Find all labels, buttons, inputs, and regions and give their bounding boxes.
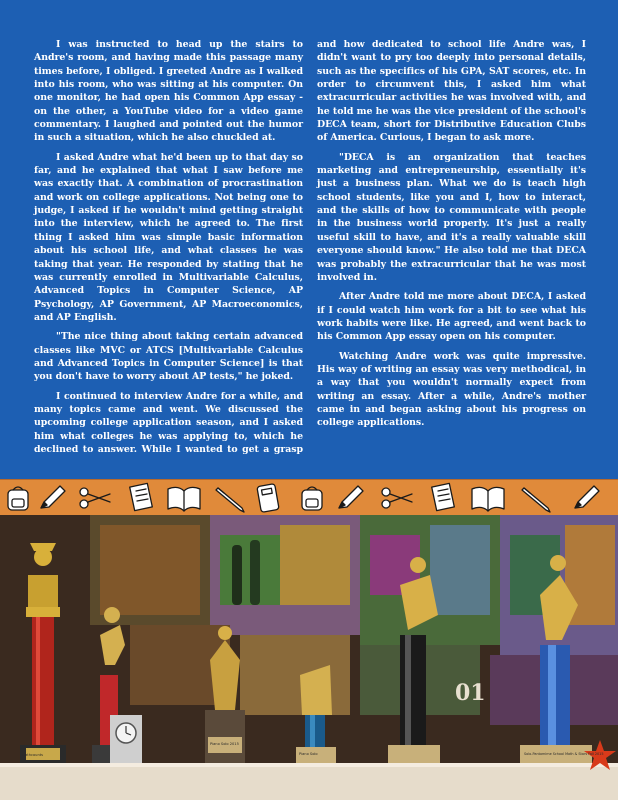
plaque-label: Piano Solo 2015 [210,742,239,746]
pen-icon [522,488,550,512]
clock-icon [110,715,142,763]
plaque-label: Mathcounts [22,753,44,757]
article-text [34,38,586,468]
scissors-icon [382,488,412,508]
plaque-label: Solo-Pantomime School Math & Stars Fall 2015 [524,752,604,756]
backpack-icon [8,487,28,510]
paragraph: Watching Andre work was quite impressive. His way of writing an essay was very methodical, in a way that you wouldn't normally expect from writing an essay. After a while, Andre's mother came in and began asking about his progress on college applications. [317,350,586,429]
paragraph: I was instructed to head up the stairs to Andre's room, and having made this passage many times before, I obliged. I greeted Andre as I walked into his room, who was sitting at his computer. On one monitor, he had open his Common App essay - on the other, a YouTube video for a video game commentary. I laughed and pointed out the humor in such a situation, which he also chuckled at. [34,39,303,144]
calculator-icon [257,484,279,513]
pencil-icon [339,486,363,508]
trophy-shelf-photo [0,515,618,800]
scissors-icon [80,488,110,508]
notebook-icon [432,483,455,510]
paragraph: I continued to interview Andre for a while, and many topics came and went. We discussed the upcoming college application season, and I asked him what colleges he was applying to, which he declined to answer. While I wanted to get a grasp and how dedicated to school life Andre was, I didn't want to pry too deeply into personal details, such as the specifics of his GPA, SAT scores, etc. In order to circumvent this, I asked him what extracurricular activities he was involved with, and he told me he was the vice president of the school's DECA team, short for Distributive Education Clubs of America. Curious, I began to ask more. [34,39,586,455]
trophy-music [296,665,336,763]
open-book-icon [472,487,504,511]
pen-icon [216,488,244,512]
pencil-icon [575,486,599,508]
pencil-icon [41,486,65,508]
school-supplies-strip [0,479,618,516]
paragraph: "The nice thing about taking certain advanced classes like MVC or ATCS [Multivariable Calculus and Advanced Topics in Computer Science] is that you don't have to worry about AP tests," he joked. [34,331,303,383]
paragraph: I asked Andre what he'd been up to that day so far, and he explained that what I saw before me was exactly that. A combination of procrastination and work on college applications. Not being one to judge, I asked if he wouldn't mind getting straight into the interview, which he agreed to. The first thing I asked him was simple basic information about his school life, and what classes he was taking that year. He responded by stating that he was currently enrolled in Multivariable Calculus, Advanced Topics in Computer Science, AP Psychology, AP Government, AP Macroeconomics, and AP English. [34,151,303,323]
open-book-icon [168,487,200,511]
backpack-icon [302,487,322,510]
paragraph: "DECA is an organization that teaches marketing and entrepreneurship, essentially it's just a business plan. What we do is teach high school students, like you and I, how to interact, and the skills of how to communicate with people in the business world properly. It's just a really useful skill to have, and it's a really valuable skill everyone should know." He also told me that DECA was probably the extracurricular that he was most involved in. [317,151,586,283]
plaque-label: Piano Solo [299,752,318,756]
trophy-scene [0,515,618,800]
notebook-icon [130,483,153,510]
ornament-text: 01 [455,680,486,706]
paragraph: After Andre told me more about DECA, I asked if I could watch him work for a bit to see what his work habits were like. He agreed, and went back to his Common App essay open on his computer. [317,291,586,343]
school-supplies-icons [0,480,618,515]
